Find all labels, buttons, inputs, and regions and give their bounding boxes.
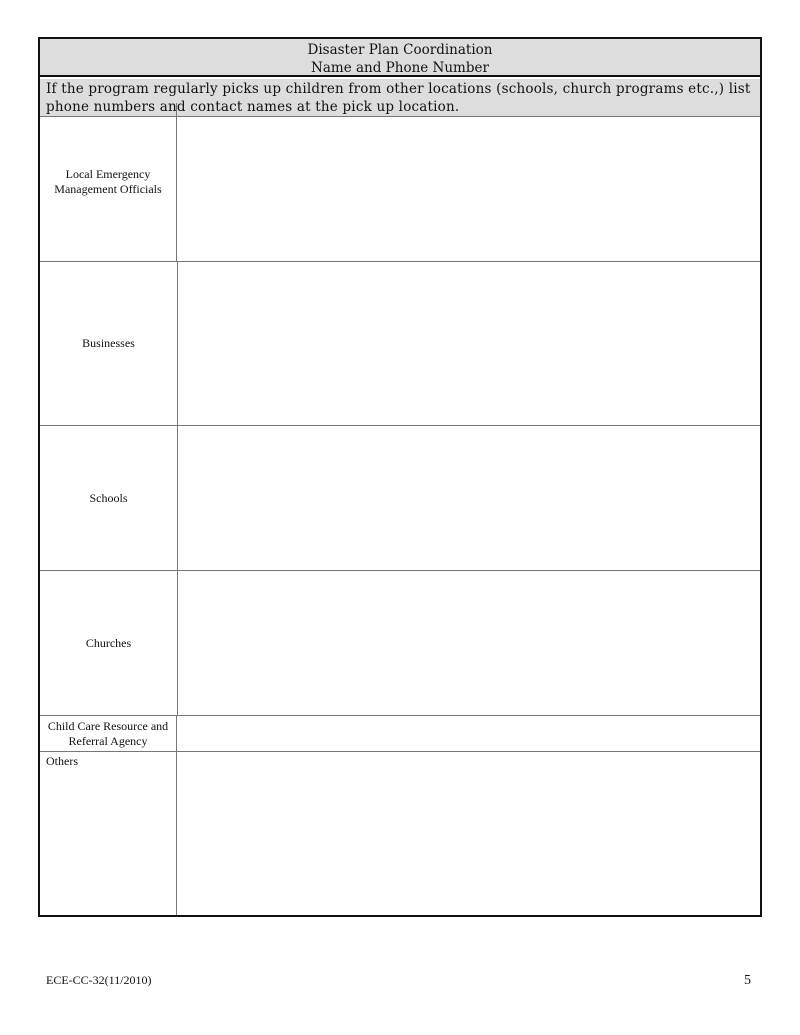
row-label: Businesses (40, 262, 178, 425)
form-id: ECE-CC-32(11/2010) (46, 973, 152, 987)
table-row (40, 571, 760, 716)
instructions: If the program regularly picks up children from other locations (schools, church programs etc.,) list phone numbers and contact names at the pick up location. (40, 79, 760, 117)
disaster-plan-table (38, 37, 762, 917)
table-row (40, 752, 760, 915)
schools-field[interactable] (178, 426, 760, 570)
churches-field[interactable] (178, 571, 760, 715)
table-row (40, 262, 760, 426)
table-subtitle: Name and Phone Number (311, 60, 489, 76)
others-field[interactable] (178, 752, 760, 915)
table-header (40, 39, 760, 77)
row-label: Local Emergency Management Officials (40, 103, 177, 261)
table-title: Disaster Plan Coordination (307, 42, 493, 58)
businesses-field[interactable] (178, 262, 760, 425)
table-row (40, 716, 760, 752)
row-label: Churches (40, 571, 178, 715)
row-label: Others (40, 752, 177, 915)
local-emergency-field[interactable] (178, 118, 760, 261)
page-number: 5 (744, 973, 751, 988)
row-label: Schools (40, 426, 178, 570)
row-label: Child Care Resource and Referral Agency (40, 716, 177, 751)
table-row (40, 118, 760, 262)
table-row (40, 426, 760, 571)
ccrr-agency-field[interactable] (178, 716, 760, 751)
